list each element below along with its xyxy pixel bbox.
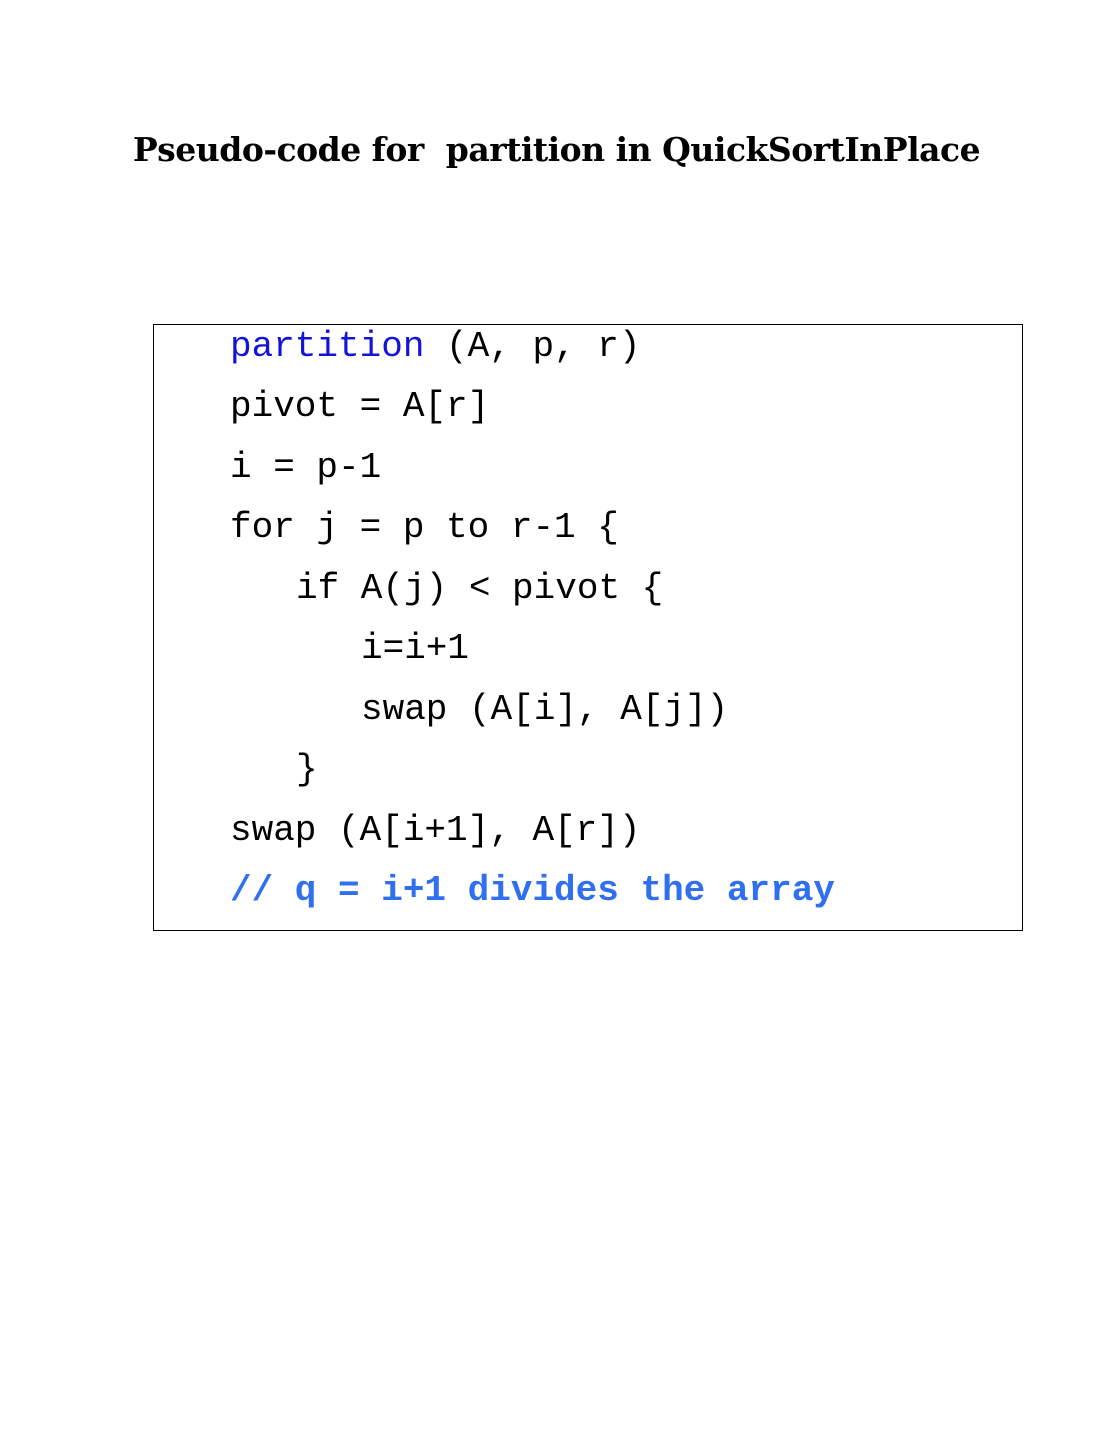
code-line-signature [230,325,640,369]
pseudocode-box [153,324,1023,931]
code-line-swap-final: swap (A[i+1], A[r]) [230,810,641,851]
code-line-increment: i=i+1 [361,628,470,669]
code-line-comment: // q = i+1 divides the array [230,870,835,911]
code-line-for-loop: for j = p to r-1 { [230,507,619,548]
function-args: (A, p, r) [424,326,641,367]
code-line-swap-inner: swap (A[i], A[j]) [361,689,729,730]
page-title: Pseudo-code for partition in QuickSortInPlace [132,130,981,169]
function-name: partition [230,326,425,367]
code-line-close-brace: } [296,749,318,790]
code-line-init-i: i = p-1 [230,447,382,488]
code-line-if: if A(j) < pivot { [296,568,664,609]
code-line-pivot: pivot = A[r] [230,386,490,427]
